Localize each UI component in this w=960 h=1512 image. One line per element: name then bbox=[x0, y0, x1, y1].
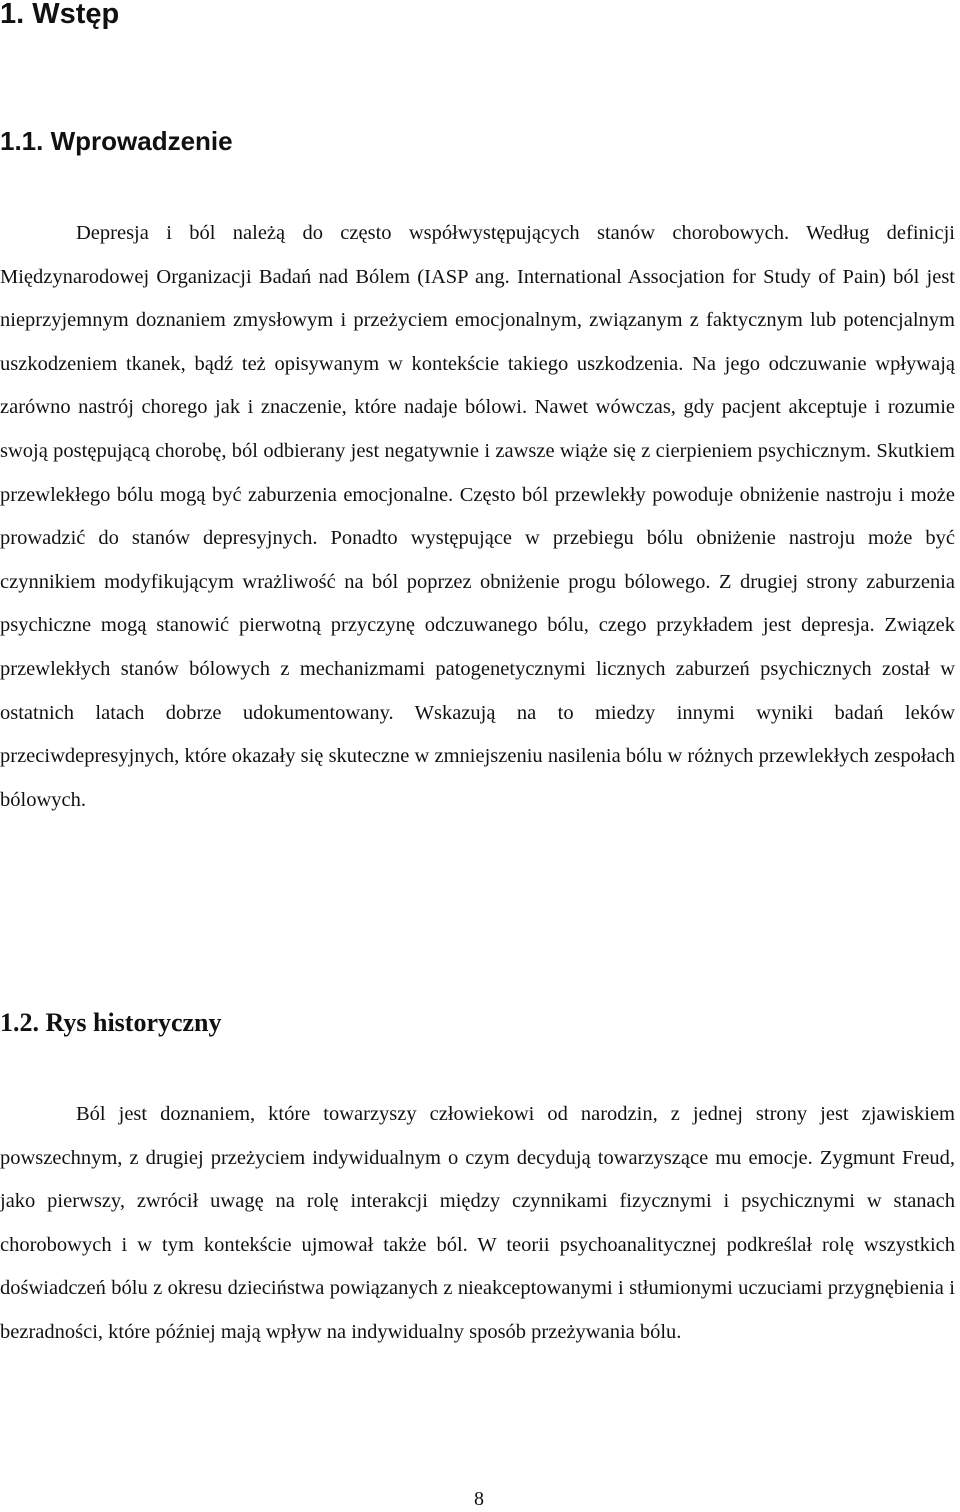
page-number: 8 bbox=[474, 1488, 484, 1510]
section-heading-introduction: 1.1. Wprowadzenie bbox=[0, 126, 233, 156]
section-heading-history: 1.2. Rys historyczny bbox=[0, 1008, 222, 1037]
section-paragraph-history: Ból jest doznaniem, które towarzyszy człowiekowi od narodzin, z jednej strony jest zjawiskiem powszechnym, z drugiej przeżyciem indywidualnym o czym decydują towarzyszące mu emocje. Zygmunt Freud, jako pierwszy, zwrócił uwagę na rolę interakcji między czynnikami fizycznymi i psychicznymi w stanach chorobowych i w tym kontekście ujmował także ból. W teorii psychoanalitycznej podkreślał rolę wszystkich doświadczeń bólu z okresu dzieciństwa powiązanych z nieakceptowanymi i stłumionymi uczuciami przygnębienia i bezradności, które później mają wpływ na indywidualny sposób przeżywania bólu. bbox=[0, 1103, 955, 1343]
section-paragraph-introduction: Depresja i ból należą do często współwystępujących stanów chorobowych. Według definicji Międzynarodowej Organizacji Badań nad Bólem (IASP ang. International Assocjation for Study of Pain) ból jest nieprzyjemnym doznaniem zmysłowym i przeżyciem emocjonalnym, związanym z faktycznym lub potencjalnym uszkodzeniem tkanek, bądź też opisywanym w kontekście takiego uszkodzenia. Na jego odczuwanie wpływają zarówno nastrój chorego jak i znaczenie, które nadaje bólowi. Nawet wówczas, gdy pacjent akceptuje i rozumie swoją postępującą chorobę, ból odbierany jest negatywnie i zawsze wiąże się z cierpieniem psychicznym. Skutkiem przewlekłego bólu mogą być zaburzenia emocjonalne. Często ból przewlekły powoduje obniżenie nastroju i może prowadzić do stanów depresyjnych. Ponadto występujące w przebiegu bólu obniżenie nastroju może być czynnikiem modyfikującym wrażliwość na ból poprzez obniżenie progu bólowego. Z drugiej strony zaburzenia psychiczne mogą stanowić pierwotną przyczynę odczuwanego bólu, czego przykładem jest depresja. Związek przewlekłych stanów bólowych z mechanizmami patogenetycznymi licznych zaburzeń psychicznych został w ostatnich latach dobrze udokumentowany. Wskazują na to miedzy innymi wyniki badań leków przeciwdepresyjnych, które okazały się skuteczne w zmniejszeniu nasilenia bólu w różnych przewlekłych zespołach bólowych. bbox=[0, 222, 955, 811]
chapter-heading: 1. Wstęp bbox=[0, 0, 120, 30]
